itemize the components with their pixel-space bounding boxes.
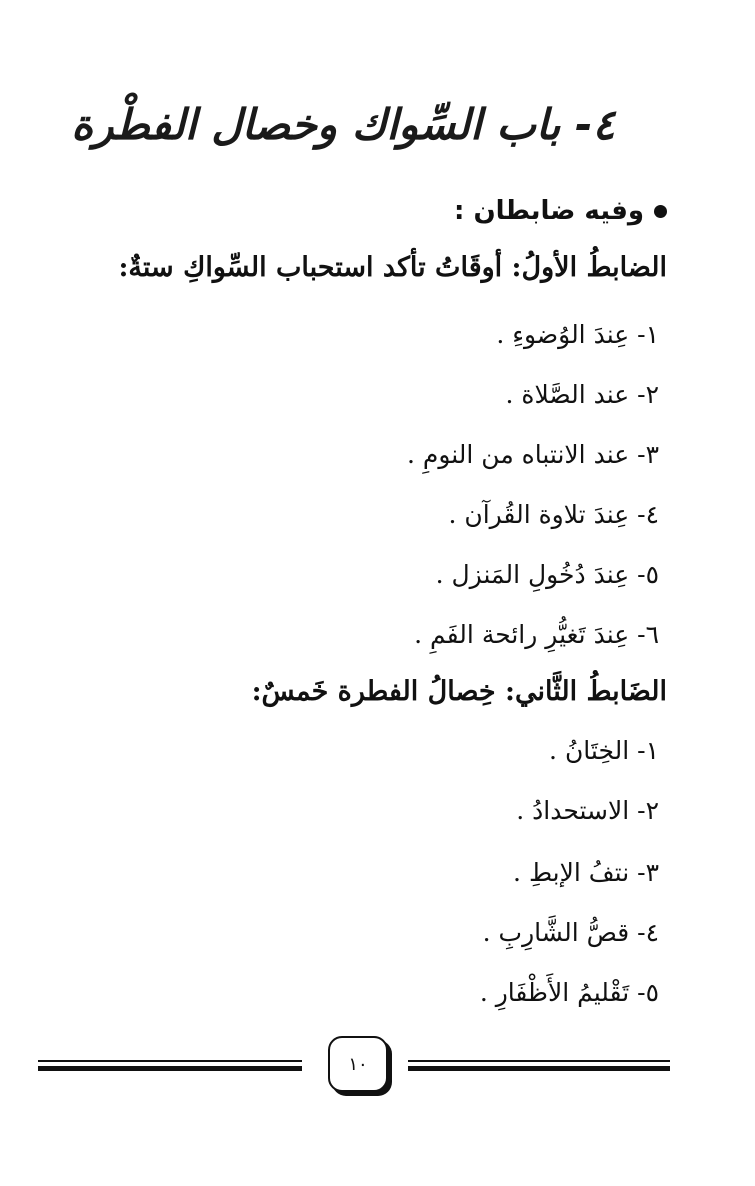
rule1-item-3: ٣- عند الانتباه من النومِ . (406, 440, 659, 469)
footer-rule-left-thin (38, 1060, 302, 1062)
intro-text: وفيه ضابطان : (454, 196, 644, 226)
intro-line (454, 196, 667, 226)
footer-rule-left (38, 1066, 302, 1071)
chapter-title: ٤- باب السِّواك وخصال الفطْرة (71, 100, 615, 149)
footer-rule-right (408, 1066, 670, 1071)
rule1-item-1: ١- عِندَ الوُضوءِ . (496, 320, 659, 349)
rule2-item-4: ٤- قصُّ الشَّارِبِ . (482, 918, 659, 947)
rule2-item-2: ٢- الاستحدادُ . (516, 796, 659, 825)
rule1-heading: الضابطُ الأولُ: أوقَاتُ تأكد استحباب السِّواكِ ستةٌ: (118, 252, 667, 283)
page-number-badge (328, 1036, 388, 1092)
rule1-item-4: ٤- عِندَ تلاوة القُرآن . (448, 500, 659, 529)
bullet-dot-icon (654, 205, 667, 218)
rule2-item-1: ١- الخِتَانُ . (549, 736, 659, 765)
rule1-item-6: ٦- عِندَ تَغيُّرِ رائحة الفَمِ . (414, 620, 659, 649)
rule2-item-3: ٣- نتفُ الإبطِ . (513, 858, 659, 887)
rule1-item-5: ٥- عِندَ دُخُولِ المَنزل . (435, 560, 659, 589)
page-number: ١٠ (348, 1053, 368, 1075)
footer-rule-right-thin (408, 1060, 670, 1062)
page-footer (38, 1036, 670, 1096)
rule2-item-5: ٥- تَقْليمُ الأَظْفَارِ . (479, 978, 659, 1007)
rule1-item-2: ٢- عند الصَّلاة . (505, 380, 659, 409)
rule2-heading: الضَابطُ الثَّاني: خِصالُ الفطرة خَمسٌ: (251, 676, 667, 707)
